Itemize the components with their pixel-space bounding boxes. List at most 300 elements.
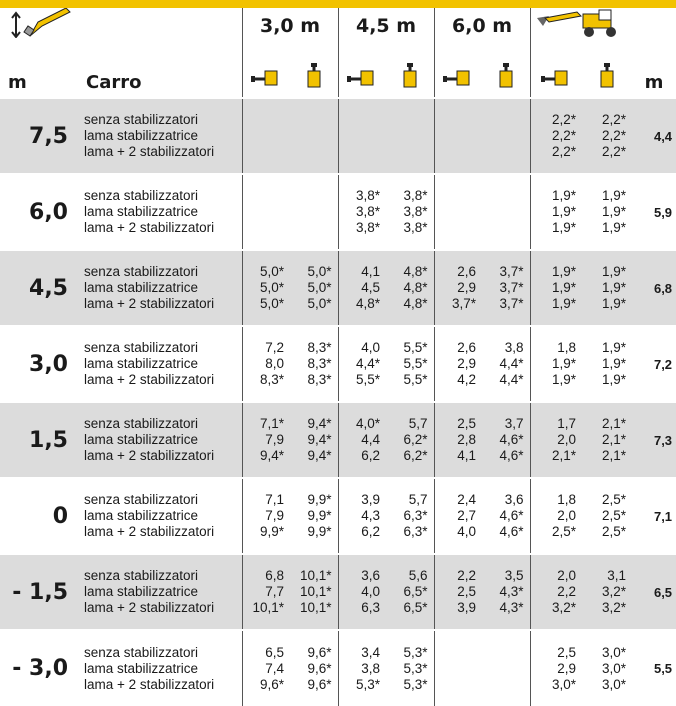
load-value-cell [582,630,632,706]
load-value: 3,0* [602,660,627,676]
load-value-cell [242,478,290,554]
carriage-option-label: senza stabilizzatori [84,416,199,431]
load-value: 2,2* [602,144,627,159]
load-value: 3,7 [504,416,524,431]
load-value: 4,8* [355,296,381,311]
load-value: 10,1* [299,584,332,599]
unit-right: m [632,43,676,98]
load-value: 3,8* [355,220,381,235]
load-value [290,188,332,204]
load-value: 2,5 [457,584,477,599]
load-value-cell [386,554,434,630]
load-value: 6,5 [265,644,284,660]
load-value: 1,9* [602,372,627,387]
load-value: 6,2 [361,448,381,463]
load-value: 9,6* [307,644,332,660]
load-value-cell [582,402,632,478]
load-value: 1,7 [557,416,577,431]
load-value [290,220,332,236]
load-value-cell [434,326,482,402]
load-value-cell [482,554,530,630]
load-value-cell [482,630,530,706]
arm-height-icon-cell [0,8,82,43]
load-value [290,112,332,128]
load-value: 1,9* [602,220,627,235]
load-value [290,144,332,160]
carriage-option-label: senza stabilizzatori [84,188,199,203]
load-value: 3,8* [403,204,428,219]
load-value: 4,5 [361,280,381,295]
radius-header-2: 4,5 m [338,8,434,43]
load-value-cell [338,554,386,630]
load-value-cell [290,98,338,174]
load-value: 1,9* [552,372,577,387]
row-labels [82,402,242,478]
load-value-cell [482,402,530,478]
load-value: 5,5* [403,356,428,371]
load-value: 2,0 [557,432,577,447]
load-value: 4,0* [355,416,381,431]
load-value: 2,0 [557,508,577,523]
load-value: 1,9* [602,204,627,219]
load-value: 3,1 [607,568,627,583]
row-height: 6,0 [0,174,82,250]
table-row [0,630,676,706]
load-value: 5,7 [408,492,428,507]
side-load-icon [290,43,338,98]
load-value: 2,4 [457,492,477,507]
load-value-cell [242,630,290,706]
load-value: 3,9 [457,600,477,615]
load-value: 5,0* [307,264,332,279]
load-value: 6,3* [403,508,428,523]
load-value-cell [338,250,386,326]
load-value: 2,8 [457,432,477,447]
load-value [482,204,524,220]
row-labels [82,478,242,554]
load-value: 5,3* [355,676,381,692]
load-value [435,645,477,661]
load-value: 4,4* [499,356,524,371]
load-value-cell [582,174,632,250]
load-value: 3,6 [504,492,524,507]
carriage-option-label: lama + 2 stabilizzatori [84,448,215,463]
load-value: 6,3* [403,524,428,539]
load-value: 9,9* [259,524,284,539]
load-value: 3,0* [602,644,627,660]
front-load-icon [434,43,482,98]
load-value-cell [530,554,582,630]
load-value: 2,5 [457,416,477,431]
row-labels [82,174,242,250]
load-value: 3,9 [361,492,381,507]
load-value: 1,9* [552,188,577,203]
load-value [339,128,381,144]
load-value: 4,6* [499,508,524,523]
row-labels [82,250,242,326]
load-value: 5,6 [408,568,428,583]
load-value: 1,9* [602,280,627,295]
load-value: 1,9* [552,220,577,235]
carriage-option-label: lama stabilizzatrice [84,204,199,219]
row-labels [82,630,242,706]
load-value [435,677,477,693]
load-value-cell [434,250,482,326]
load-value: 9,4* [259,448,284,463]
excavator-icon [533,8,629,38]
load-value: 1,9* [602,264,627,279]
load-value: 2,1* [602,448,627,463]
load-value: 1,9* [602,188,627,203]
row-labels [82,326,242,402]
load-value: 3,6 [361,568,381,583]
load-value: 5,0* [259,280,284,295]
load-value: 9,4* [307,416,332,431]
load-value-cell [582,250,632,326]
carriage-option-label: lama stabilizzatrice [84,508,199,523]
load-value-cell [290,250,338,326]
load-value: 3,8 [504,340,524,355]
carriage-option-label: lama stabilizzatrice [84,584,199,599]
row-height: 1,5 [0,402,82,478]
load-value [482,188,524,204]
load-value: 1,9* [602,340,627,355]
front-load-icon [338,43,386,98]
load-value-cell [338,174,386,250]
load-value: 7,1 [265,492,284,507]
load-value: 4,8* [403,264,428,279]
load-value: 4,4* [499,372,524,387]
load-value [243,204,285,220]
load-value-cell [530,326,582,402]
load-value-cell [582,326,632,402]
load-value: 9,6* [307,660,332,676]
load-value [435,128,477,144]
load-value-cell [582,478,632,554]
load-value: 2,6 [457,264,477,279]
row-labels [82,98,242,174]
load-value: 3,2* [552,600,577,615]
load-value-cell [290,554,338,630]
load-value: 5,0* [307,280,332,295]
carriage-option-label: senza stabilizzatori [84,568,199,583]
table-row [0,478,676,554]
load-value-cell [530,98,582,174]
load-value-cell [386,630,434,706]
load-value-cell [530,402,582,478]
load-value: 1,9* [552,296,577,311]
load-value [243,128,285,144]
load-value: 3,8* [403,188,428,203]
load-value: 5,5* [355,372,381,387]
load-value [435,188,477,204]
carriage-option-label: senza stabilizzatori [84,340,199,355]
load-value-cell [290,326,338,402]
load-value [435,204,477,220]
load-value [386,128,428,144]
load-value: 8,3* [259,372,284,387]
front-load-icon [530,43,582,98]
load-value [243,188,285,204]
load-value: 2,2* [552,144,577,159]
load-value: 4,3 [361,508,381,523]
load-value-cell [434,402,482,478]
load-value-cell [482,174,530,250]
load-value: 6,8 [265,568,284,583]
load-value: 3,0* [552,676,577,692]
load-value: 2,5* [602,492,627,507]
load-value: 3,7* [452,296,477,311]
load-value: 5,0* [259,264,284,279]
table-row [0,554,676,630]
load-value-cell [482,478,530,554]
carriage-option-label: lama stabilizzatrice [84,432,199,447]
load-value: 2,1* [602,416,627,431]
row-height: 4,5 [0,250,82,326]
row-height: 3,0 [0,326,82,402]
load-value: 2,2* [552,112,577,127]
carriage-option-label: lama + 2 stabilizzatori [84,372,215,387]
load-value: 6,2* [403,448,428,463]
load-value [243,144,285,160]
max-reach: 6,5 [632,554,676,630]
load-value-cell [386,326,434,402]
load-value: 8,3* [307,340,332,355]
load-value: 3,7* [499,264,524,279]
load-value [386,112,428,128]
load-value: 2,7 [457,508,477,523]
load-value [435,144,477,160]
load-value: 3,2* [602,600,627,615]
load-value: 9,6* [307,676,332,692]
load-value [482,661,524,677]
load-value [482,677,524,693]
load-value [435,112,477,128]
load-value: 10,1* [299,568,332,583]
load-value-cell [530,630,582,706]
load-value: 1,9* [602,296,627,311]
load-value: 4,0 [361,340,381,355]
load-value: 4,0 [457,524,477,539]
load-value [435,661,477,677]
carriage-option-label: lama stabilizzatrice [84,128,199,143]
load-value-cell [290,402,338,478]
max-reach: 5,9 [632,174,676,250]
load-value: 9,4* [307,448,332,463]
load-value: 4,0 [361,584,381,599]
load-value: 9,9* [307,508,332,523]
side-load-icon [482,43,530,98]
load-value: 4,1 [361,264,381,279]
max-reach: 7,1 [632,478,676,554]
load-value-cell [582,98,632,174]
load-value: 2,2* [602,112,627,127]
load-value-cell [386,98,434,174]
load-value [339,144,381,160]
load-value-cell [290,630,338,706]
load-value-cell [434,554,482,630]
carriage-label: Carro [82,43,242,98]
load-value: 7,9 [265,508,284,523]
load-value: 4,6* [499,432,524,447]
load-value: 4,1 [457,448,477,463]
load-value: 7,1* [259,416,284,431]
load-value [482,220,524,236]
row-labels [82,554,242,630]
load-value [290,204,332,220]
load-value-cell [530,250,582,326]
load-value-cell [386,402,434,478]
load-value: 7,9 [265,432,284,447]
load-value [386,144,428,160]
load-value: 1,9* [552,280,577,295]
max-reach: 4,4 [632,98,676,174]
load-value: 4,8* [403,296,428,311]
load-value: 2,6 [457,340,477,355]
load-value: 2,1* [602,432,627,447]
load-value-cell [242,326,290,402]
load-value-cell [530,174,582,250]
max-reach: 5,5 [632,630,676,706]
load-value: 2,5* [552,524,577,539]
load-value [243,112,285,128]
load-value: 3,7* [499,296,524,311]
carriage-option-label: lama + 2 stabilizzatori [84,676,215,692]
load-value: 3,5 [504,568,524,583]
table-row [0,402,676,478]
load-value: 4,4* [355,356,381,371]
load-value: 2,9 [457,356,477,371]
load-value: 6,2* [403,432,428,447]
load-value: 6,5* [403,584,428,599]
carriage-option-label: lama + 2 stabilizzatori [84,220,215,235]
load-value: 10,1* [299,600,332,615]
load-value-cell [242,402,290,478]
load-value: 1,9* [602,356,627,371]
load-value: 1,9* [552,356,577,371]
load-value-cell [434,630,482,706]
load-value-cell [338,326,386,402]
load-value: 10,1* [252,600,284,615]
carriage-option-label: lama stabilizzatrice [84,660,199,676]
excavator-icon-cell [530,8,632,43]
load-value-cell [290,174,338,250]
load-value-cell [242,98,290,174]
load-value: 2,1* [552,448,577,463]
load-value: 4,6* [499,524,524,539]
load-value: 7,7 [265,584,284,599]
carriage-option-label: lama + 2 stabilizzatori [84,144,215,159]
load-value: 1,8 [557,492,577,507]
load-value [482,112,524,128]
load-value: 9,9* [307,524,332,539]
load-value: 4,3* [499,584,524,599]
load-value-cell [482,98,530,174]
load-value-cell [338,402,386,478]
load-value: 5,0* [259,296,284,311]
load-value: 6,2 [361,524,381,539]
row-height: 7,5 [0,98,82,174]
load-value: 3,8* [355,204,381,219]
load-value-cell [386,174,434,250]
load-value [435,220,477,236]
table-row [0,326,676,402]
load-value-cell [338,478,386,554]
radius-header-1: 3,0 m [242,8,338,43]
load-value-cell [242,174,290,250]
table-row [0,174,676,250]
carriage-option-label: lama stabilizzatrice [84,356,199,371]
load-value: 2,5* [602,508,627,523]
load-value: 1,8 [557,340,577,355]
load-value-cell [482,250,530,326]
load-value: 1,9* [552,264,577,279]
load-value-cell [386,478,434,554]
load-value: 8,0 [265,356,284,371]
load-value: 4,4 [361,432,381,447]
load-value: 9,4* [307,432,332,447]
load-value: 7,2 [265,340,284,355]
carriage-option-label: senza stabilizzatori [84,644,199,660]
unit-left: m [0,43,82,98]
load-value-cell [582,554,632,630]
load-value: 5,0* [307,296,332,311]
load-value: 2,5 [557,644,577,660]
carriage-option-label: lama + 2 stabilizzatori [84,296,215,311]
max-reach: 7,2 [632,326,676,402]
row-height: - 1,5 [0,554,82,630]
load-value: 4,6* [499,448,524,463]
load-value: 2,9 [557,660,577,676]
load-value-cell [386,250,434,326]
load-value: 5,7 [408,416,428,431]
load-value-cell [434,98,482,174]
carriage-option-label: senza stabilizzatori [84,264,199,279]
load-value-cell [434,174,482,250]
row-height: - 3,0 [0,630,82,706]
load-value-cell [530,478,582,554]
load-value: 2,0 [557,568,577,583]
load-value: 4,8* [403,280,428,295]
load-value [482,128,524,144]
load-value: 6,3 [361,600,381,615]
table-row [0,98,676,174]
load-value-cell [338,98,386,174]
load-value-cell [338,630,386,706]
load-value: 2,2* [552,128,577,143]
load-capacity-table [0,8,676,706]
max-reach: 7,3 [632,402,676,478]
load-value: 5,3* [403,676,428,692]
load-value: 8,3* [307,356,332,371]
load-value [339,112,381,128]
arm-height-icon [8,8,78,38]
carriage-option-label: lama + 2 stabilizzatori [84,600,215,615]
load-value: 4,3* [499,600,524,615]
row-height: 0 [0,478,82,554]
load-value: 3,2* [602,584,627,599]
side-load-icon [582,43,632,98]
load-value: 5,5* [403,340,428,355]
load-value: 1,9* [552,204,577,219]
load-value: 4,2 [457,372,477,387]
load-value: 2,2* [602,128,627,143]
load-value: 9,6* [259,676,284,692]
carriage-option-label: senza stabilizzatori [84,492,199,507]
carriage-option-label: senza stabilizzatori [84,112,199,127]
load-value [243,220,285,236]
max-reach: 6,8 [632,250,676,326]
